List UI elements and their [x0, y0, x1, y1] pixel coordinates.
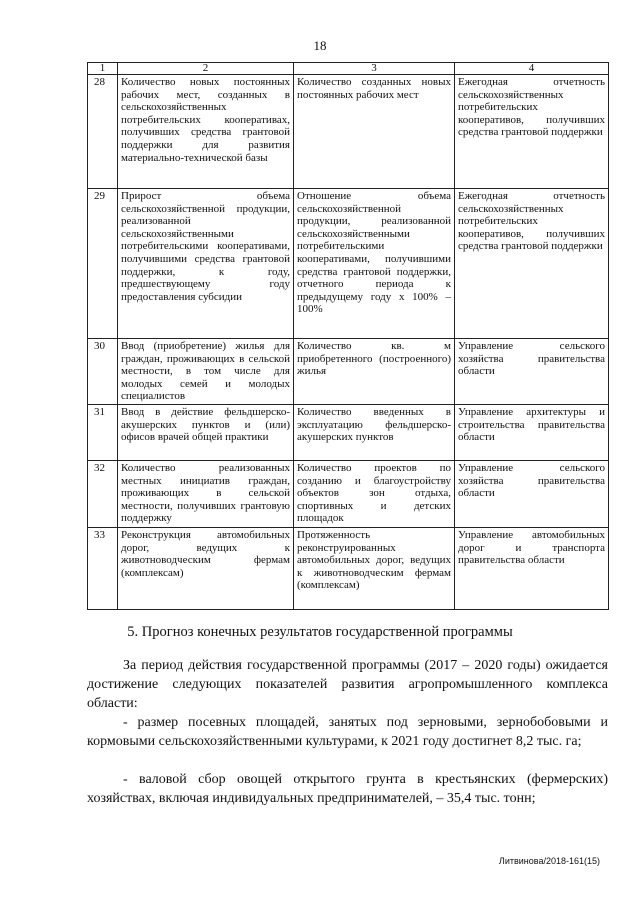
source-cell: Управление сельского хозяйства правительства области	[455, 339, 609, 405]
indicator-cell: Ввод (приобретение) жилья для граждан, проживающих в сельской местности, в том числе для молодых семей и молодых специалистов	[118, 339, 294, 405]
source-cell: Ежегодная отчетность сельскохозяйственных потребительских кооперативов, получивших средства грантовой поддержки	[455, 75, 609, 189]
indicator-cell: Реконструкция автомобильных дорог, ведущих к животноводческим фермам (комплексам)	[118, 528, 294, 610]
indicator-cell: Количество реализованных местных инициатив граждан, проживающих в сельской местности, получивших грантовую поддержку	[118, 461, 294, 528]
indicator-cell: Прирост объема сельскохозяйственной продукции, реализованной сельскохозяйственными потребительскими кооперативами, получившими средства грантовой поддержки, к году, предшествующему году предоставления субсидии	[118, 189, 294, 339]
source-cell: Управление автомобильных дорог и транспорта правительства области	[455, 528, 609, 610]
bullet-paragraph: - валовой сбор овощей открытого грунта в крестьянских (фермерских) хозяйствах, включая индивидуальных предпринимателей, – 35,4 тыс. тонн;	[87, 772, 608, 806]
table-row	[88, 75, 609, 189]
table-row	[88, 461, 609, 528]
measure-cell: Количество проектов по созданию и благоустройству объектов зон отдыха, спортивных и детских площадок	[294, 461, 455, 528]
indicator-cell: Количество новых постоянных рабочих мест, созданных в сельскохозяйственных потребительских кооперативах, получивших средства грантовой поддержки для развития материально-технической базы	[118, 75, 294, 189]
row-number: 29	[88, 189, 118, 339]
indicators-table	[87, 62, 609, 610]
intro-paragraph: За период действия государственной программы (2017 – 2020 годы) ожидается достижение следующих показателей развития агропромышленного комплекса области:	[87, 658, 608, 711]
document-footer: Литвинова/2018-161(15)	[498, 856, 600, 866]
source-cell: Ежегодная отчетность сельскохозяйственных потребительских кооперативов, получивших средства грантовой поддержки	[455, 189, 609, 339]
source-cell: Управление сельского хозяйства правительства области	[455, 461, 609, 528]
header-col-4: 4	[455, 63, 609, 75]
measure-cell: Отношение объема сельскохозяйственной продукции, реализованной сельскохозяйственными потребительскими кооперативами, получившими средства грантовой поддержки, отчетного периода к предыдущему году х 100% – 100%	[294, 189, 455, 339]
table-row	[88, 339, 609, 405]
source-cell: Управление архитектуры и строительства правительства области	[455, 405, 609, 461]
table-row	[88, 528, 609, 610]
section-title: 5. Прогноз конечных результатов государственной программы	[127, 624, 513, 640]
page-number: 18	[313, 38, 327, 53]
measure-cell: Количество созданных новых постоянных рабочих мест	[294, 75, 455, 189]
header-col-3: 3	[294, 63, 455, 75]
header-col-2: 2	[118, 63, 294, 75]
row-number: 32	[88, 461, 118, 528]
header-col-1: 1	[88, 63, 118, 75]
table-row	[88, 189, 609, 339]
measure-cell: Количество введенных в эксплуатацию фельдшерско-акушерских пунктов	[294, 405, 455, 461]
indicator-cell: Ввод в действие фельдшерско-акушерских пунктов и (или) офисов врачей общей практики	[118, 405, 294, 461]
bullet-paragraph: - размер посевных площадей, занятых под зерновыми, зернобобовыми и кормовыми сельскохозяйственными культурами, к 2021 году достигнет 8,2 тыс. га;	[87, 715, 608, 749]
measure-cell: Протяженность реконструированных автомобильных дорог, ведущих к животноводческим фермам (комплексам)	[294, 528, 455, 610]
row-number: 30	[88, 339, 118, 405]
row-number: 33	[88, 528, 118, 610]
table-header-row	[88, 63, 609, 75]
row-number: 28	[88, 75, 118, 189]
row-number: 31	[88, 405, 118, 461]
table-row	[88, 405, 609, 461]
measure-cell: Количество кв. м приобретенного (построенного) жилья	[294, 339, 455, 405]
